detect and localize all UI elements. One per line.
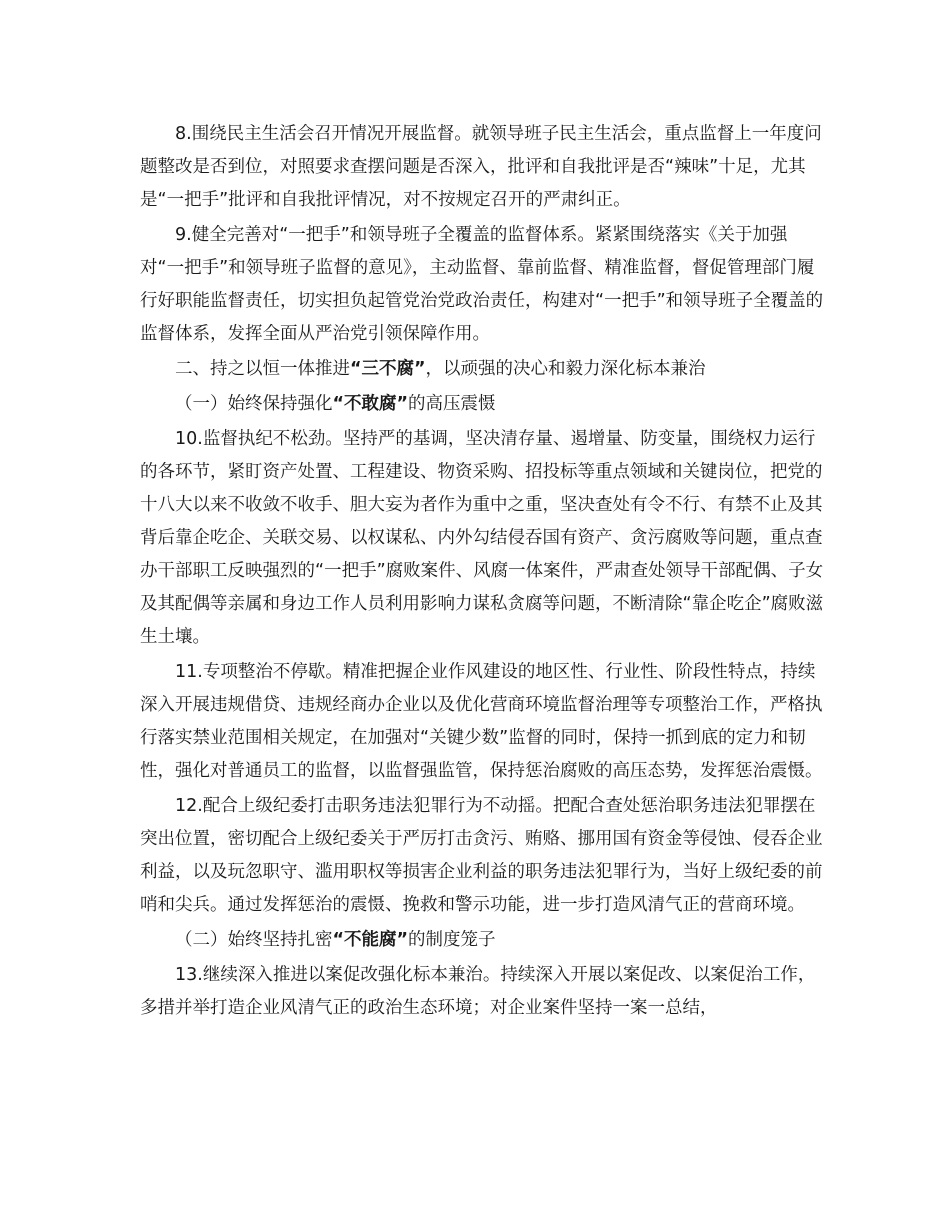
sub-heading-2-prefix: （二）始终坚持扎密 [175,930,333,950]
paragraph-9: 9.健全完善对“一把手”和领导班子全覆盖的监督体系。紧紧围绕落实《关于加强对“一把手”和领导班子监督的意见》，主动监督、靠前监督、精准监督，督促管理部门履行好职能监督责任，切实担负起管党治党政治责任，构建对“一把手”和领导班子全覆盖的监督体系，发挥全面从严治党引领保障作用。 [140,225,824,344]
paragraph-12: 12.配合上级纪委打击职务违法犯罪行为不动摇。把配合查处惩治职务违法犯罪摆在突出位置，密切配合上级纪委关于严厉打击贪污、贿赂、挪用国有资金等侵蚀、侵吞企业利益，以及玩忽职守、滥用职权等损害企业利益的职务违法犯罪行为，当好上级纪委的前哨和尖兵。通过发挥惩治的震慑、挽救和警示功能，进一步打造风清气正的营商环境。 [140,796,823,915]
sub-heading-1-emphasis: “不敢腐” [332,394,409,414]
section-heading-2 [140,353,830,386]
section-heading-2-prefix: 二、持之以恒一体推进 [175,359,350,379]
paragraph-8: 8.围绕民主生活会召开情况开展监督。就领导班子民主生活会，重点监督上一年度问题整改是否到位，对照要求查摆问题是否深入，批评和自我批评是否“辣味”十足，尤其是“一把手”批评和自我批评情况，对不按规定召开的严肃纠正。 [140,124,822,210]
sub-heading-2 [140,924,830,957]
sub-heading-2-emphasis: “不能腐” [332,930,409,950]
sub-heading-1 [140,388,830,421]
document-body [140,118,830,1027]
section-heading-2-suffix: ，以顽强的决心和毅力深化标本兼治 [425,359,706,379]
section-heading-2-emphasis: “三不腐” [350,359,426,379]
paragraph-11: 11.专项整治不停歇。精准把握企业作风建设的地区性、行业性、阶段性特点，持续深入开展违规借贷、违规经商办企业以及优化营商环境监督治理等专项整治工作，严格执行落实禁业范围相关规定，在加强对“关键少数”监督的同时，保持一抓到底的定力和韧性，强化对普通员工的监督，以监督强监管，保持惩治腐败的高压态势，发挥惩治震慑。 [140,662,823,781]
sub-heading-2-suffix: 的制度笼子 [408,930,496,950]
sub-heading-1-prefix: （一）始终保持强化 [175,394,333,414]
sub-heading-1-suffix: 的高压震慑 [408,394,496,414]
paragraph-10: 10.监督执纪不松劲。坚持严的基调，坚决清存量、遏增量、防变量，围绕权力运行的各环节，紧盯资产处置、工程建设、物资采购、招投标等重点领域和关键岗位，把党的十八大以来不收敛不收手、胆大妄为者作为重中之重，坚决查处有令不行、有禁不止及其背后靠企吃企、关联交易、以权谋私、内外勾结侵吞国有资产、贪污腐败等问题，重点查办干部职工反映强烈的“一把手”腐败案件、风腐一体案件，严肃查处领导干部配偶、子女及其配偶等亲属和身边工作人员利用影响力谋私贪腐等问题，不断清除“靠企吃企”腐败滋生土壤。 [140,429,824,647]
paragraph-13: 13.继续深入推进以案促改强化标本兼治。持续深入开展以案促改、以案促治工作，多措并举打造企业风清气正的政治生态环境；对企业案件坚持一案一总结， [140,965,816,1018]
